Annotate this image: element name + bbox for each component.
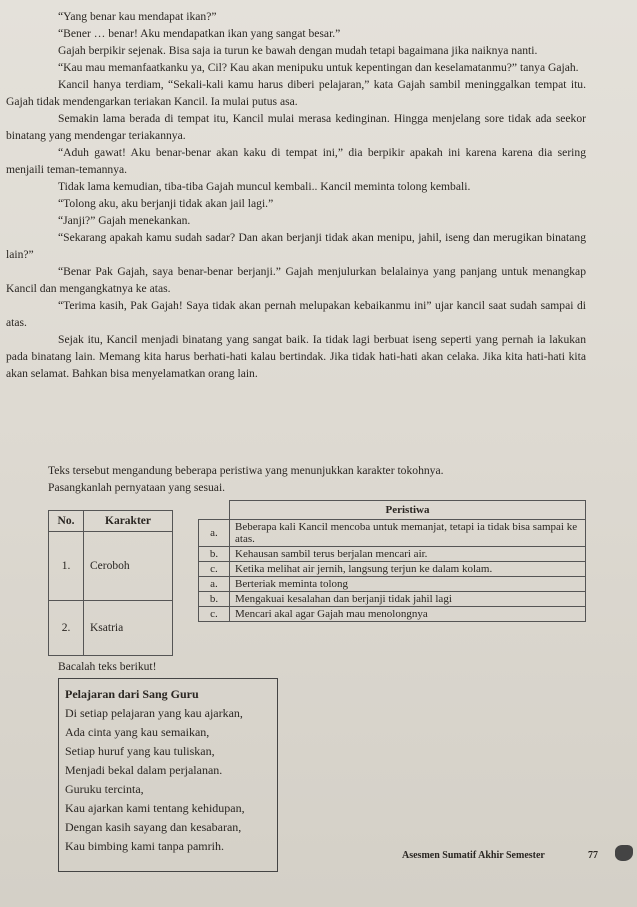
table-row [49,601,173,656]
option-letter: a. [199,520,230,547]
table-row [199,547,586,562]
column-header-peristiwa: Peristiwa [230,501,586,520]
story-paragraph: “Kau mau memanfaatkanku ya, Cil? Kau akan menipuku untuk kepentingan dan keselamatanmu?” tanya Gajah. [58,61,579,74]
task-line-2: Pasangkanlah pernyataan yang sesuai. [48,481,226,494]
table-row [199,607,586,622]
poem-line: Guruku tercinta, [65,782,144,796]
story-paragraph: “Janji?” Gajah menekankan. [58,214,191,227]
character-cell: Ceroboh [84,532,173,601]
event-cell: Berteriak meminta tolong [230,577,586,592]
option-letter: c. [199,562,230,577]
ink-blot [615,845,633,861]
poem-line: Di setiap pelajaran yang kau ajarkan, [65,706,243,720]
table-row [199,577,586,592]
event-cell: Kehausan sambil terus berjalan mencari air. [230,547,586,562]
character-cell: Ksatria [84,601,173,656]
story-paragraph: “Tolong aku, aku berjanji tidak akan jail lagi.” [58,197,274,210]
poem-line: Menjadi bekal dalam perjalanan. [65,763,223,777]
poem-line: Kau bimbing kami tanpa pamrih. [65,839,224,853]
empty-header-cell [199,501,230,520]
story-paragraph: “Terima kasih, Pak Gajah! Saya tidak akan pernah melupakan kebaikanmu ini” ujar kancil saat sudah sampai di atas. [6,299,586,329]
row-number: 1. [49,532,84,601]
story-paragraph: Sejak itu, Kancil menjadi binatang yang sangat baik. Ia tidak lagi berbuat iseng seperti yang pernah ia lakukan pada binatang lain. Memang kita harus berhati-hati kalau bertindak. Jika tidak hati-hati akan celaka. Jika kita hati-hati kita akan selamat. Bahkan bisa menyelamatkan orang lain. [6,333,586,380]
poem-line: Setiap huruf yang kau tuliskan, [65,744,215,758]
story-paragraph: Tidak lama kemudian, tiba-tiba Gajah muncul kembali.. Kancil meminta tolong kembali. [58,180,471,193]
story-paragraph: “Bener … benar! Aku mendapatkan ikan yang sangat besar.” [58,27,341,40]
story-paragraph: Kancil hanya terdiam, “Sekali-kali kamu harus diberi pelajaran,” kata Gajah sambil meninggalkan tempat itu. Gajah tidak mendengarkan teriakan Kancil. Ia mulai putus asa. [6,78,586,108]
table-row [199,520,586,547]
table-row [199,592,586,607]
table-row [49,532,173,601]
character-table [48,510,173,656]
story-paragraph: Gajah berpikir sejenak. Bisa saja ia turun ke bawah dengan mudah tetapi bagaimana jika naiknya nanti. [58,44,538,57]
story-paragraph: “Sekarang apakah kamu sudah sadar? Dan akan berjanji tidak akan menipu, jahil, iseng dan merugikan binatang lain?” [6,231,586,261]
poem-line: Kau ajarkan kami tentang kehidupan, [65,801,245,815]
option-letter: a. [199,577,230,592]
event-table-header [199,501,586,520]
task-line-1: Teks tersebut mengandung beberapa peristiwa yang menunjukkan karakter tokohnya. [48,464,444,477]
poem-line: Ada cinta yang kau semaikan, [65,725,210,739]
event-cell: Ketika melihat air jernih, langsung terjun ke dalam kolam. [230,562,586,577]
row-number: 2. [49,601,84,656]
story-paragraph: “Yang benar kau mendapat ikan?” [58,10,217,23]
column-header-no: No. [49,511,84,532]
event-table [198,500,586,622]
footer-label: Asesmen Sumatif Akhir Semester [402,850,545,861]
event-cell: Beberapa kali Kancil mencoba untuk memanjat, tetapi ia tidak bisa sampai ke atas. [230,520,586,547]
story-text [6,8,586,382]
event-cell: Mengakuai kesalahan dan berjanji tidak jahil lagi [230,592,586,607]
column-header-karakter: Karakter [84,511,173,532]
page-number: 77 [588,850,598,861]
option-letter: c. [199,607,230,622]
option-letter: b. [199,592,230,607]
poem-title: Pelajaran dari Sang Guru [65,687,199,701]
poem-line: Dengan kasih sayang dan kesabaran, [65,820,242,834]
option-letter: b. [199,547,230,562]
story-paragraph: “Benar Pak Gajah, saya benar-benar berjanji.” Gajah menjulurkan belalainya yang panjang untuk menangkap Kancil dan mengangkatnya ke atas. [6,265,586,295]
story-paragraph: “Aduh gawat! Aku benar-benar akan kaku di tempat ini,” dia berpikir apakah ini karena karena dia sering menjaili teman-temannya. [6,146,586,176]
poem-box [58,678,278,872]
story-paragraph: Semakin lama berada di tempat itu, Kancil mulai merasa kedinginan. Hingga menjelang sore tidak ada seekor binatang yang mendengar teriakannya. [6,112,586,142]
task-instruction [48,462,588,496]
event-cell: Mencari akal agar Gajah mau menolongnya [230,607,586,622]
table-row [199,562,586,577]
character-table-header [49,511,173,532]
read-instruction: Bacalah teks berikut! [58,660,157,673]
